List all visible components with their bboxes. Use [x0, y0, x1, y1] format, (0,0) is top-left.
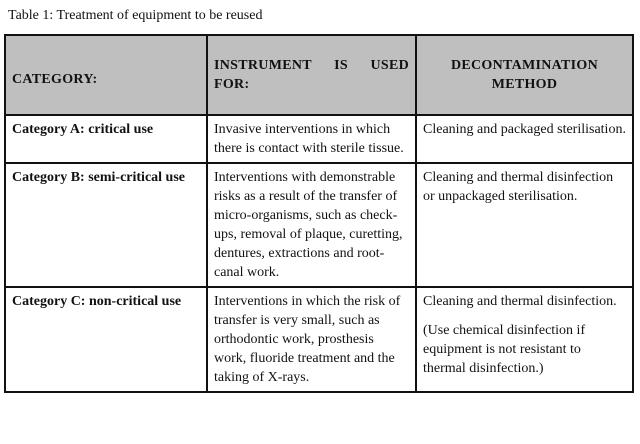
- row-b-instrument: Interventions with demonstrable risks as a result of the transfer of micro-organisms, such as check-ups, removal of plaque, curetting, dentures, extractions and root-canal work.: [207, 163, 416, 287]
- table-row: [5, 115, 633, 163]
- row-b-method: Cleaning and thermal disinfection or unpackaged sterilisation.: [416, 163, 633, 287]
- header-instrument: INSTRUMENT IS USED FOR:: [207, 35, 416, 115]
- paragraph-gap: [423, 311, 626, 321]
- header-method: DECONTAMINATION METHOD: [416, 35, 633, 115]
- table-row: [5, 163, 633, 287]
- table-caption: Table 1: Treatment of equipment to be reused: [8, 8, 263, 23]
- row-a-category: Category A: critical use: [5, 115, 207, 163]
- row-c-instrument: Interventions in which the risk of transfer is very small, such as orthodontic work, prosthesis work, fluoride treatment and the taking of X-rays.: [207, 287, 416, 392]
- table-row: [5, 287, 633, 392]
- row-b-category-text: Category B: semi-critical use: [12, 170, 185, 185]
- row-c-method-note: (Use chemical disinfection if equipment is not resistant to thermal disinfection.): [423, 323, 586, 376]
- header-category: CATEGORY:: [5, 35, 207, 115]
- row-c-method-cell: [416, 287, 633, 392]
- header-row: [5, 35, 633, 115]
- equipment-treatment-table: [4, 34, 634, 393]
- row-a-instrument: Invasive interventions in which there is contact with sterile tissue.: [207, 115, 416, 163]
- row-a-method: Cleaning and packaged sterilisation.: [416, 115, 633, 163]
- row-c-method: Cleaning and thermal disinfection.: [423, 294, 617, 309]
- row-c-category: Category C: non-critical use: [5, 287, 207, 392]
- row-b-category: [5, 163, 207, 287]
